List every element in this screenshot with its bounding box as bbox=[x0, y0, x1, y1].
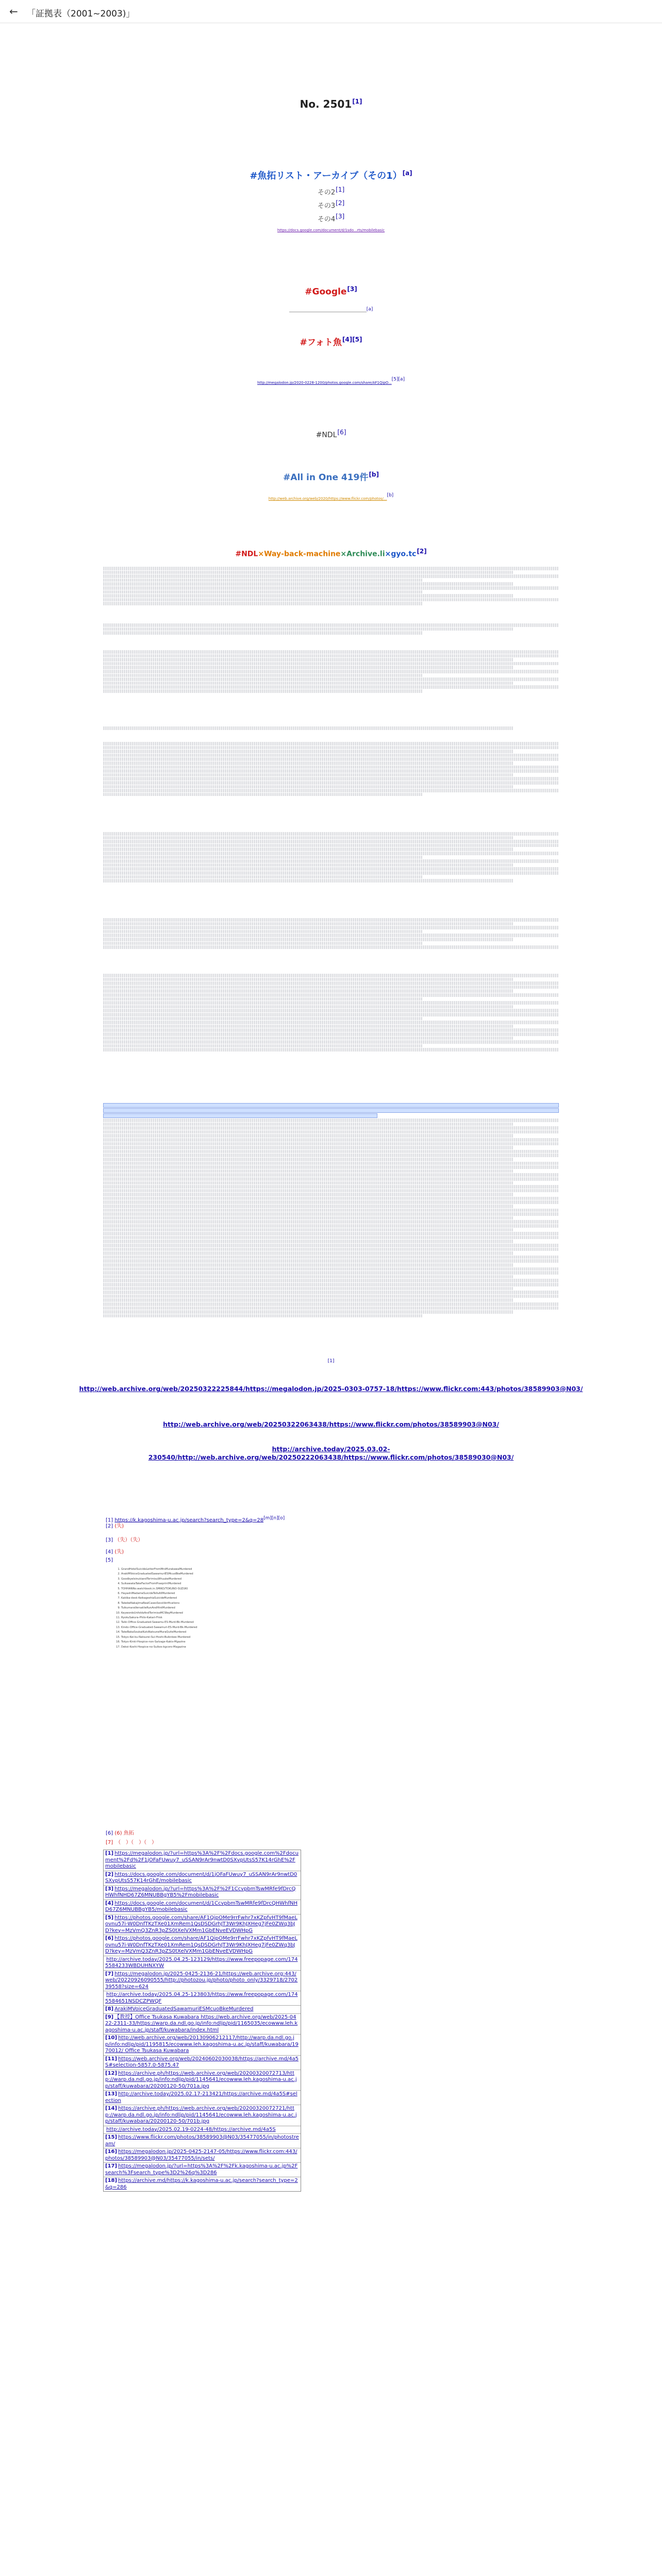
reference-block-3 bbox=[103, 650, 559, 722]
sono-4-label: その4 bbox=[317, 215, 336, 224]
footnote-link[interactable]: [3] bbox=[347, 285, 357, 293]
row-number: [15] bbox=[105, 2134, 118, 2140]
archive-url-3 bbox=[0, 1445, 662, 1462]
ref-number[interactable]: [1] bbox=[106, 1517, 113, 1523]
gyotaku-list-link[interactable]: https://docs.google.com/document/d/1sdo...rts/mobilebasic bbox=[277, 228, 385, 232]
ndl-wayback-heading bbox=[0, 548, 662, 558]
archive-link-table bbox=[103, 1850, 301, 2192]
ndl-label: #NDL bbox=[235, 550, 258, 558]
list-item: 4. SuikawakaTakeFactorFromPraeprintMurdered bbox=[121, 1582, 250, 1586]
archive-url-3-link[interactable]: http://archive.today/2025.03.02-230540/http://web.archive.org/web/20250222063438/https://www.flickr.com/photos/38589030@N03/ bbox=[148, 1445, 514, 1461]
row-number: [16] bbox=[105, 2149, 118, 2155]
row-number: [9] bbox=[105, 2014, 114, 2020]
row-number: [18] bbox=[105, 2178, 118, 2183]
archive-url-1 bbox=[0, 1385, 662, 1393]
wayback-label: ×Way-back-machine bbox=[258, 550, 341, 558]
archive-url-1-link[interactable]: http://web.archive.org/web/20250322225844/https://megalodon.jp/2025-0303-0757-18/https://www.flickr.com:443/photos/38589903@N03/ bbox=[79, 1385, 583, 1393]
footnote-link[interactable]: [5][a] bbox=[391, 377, 405, 382]
all-in-one-link-row bbox=[0, 492, 662, 502]
ref-6 bbox=[106, 1830, 302, 1837]
table-row bbox=[104, 2148, 301, 2163]
table-row bbox=[104, 2056, 301, 2070]
table-row bbox=[104, 2134, 301, 2148]
row-number: [8] bbox=[105, 2006, 114, 2012]
row-number: [4] bbox=[105, 1900, 114, 1906]
list-item: 8. TakebeNakajimaRealCasesSoceVerifications bbox=[121, 1601, 250, 1606]
table-row bbox=[104, 2091, 301, 2105]
photo-link-row bbox=[0, 376, 662, 386]
ref-4 bbox=[106, 1549, 302, 1556]
top-bar bbox=[0, 0, 662, 23]
document-number-heading bbox=[0, 98, 662, 110]
table-row bbox=[104, 1956, 301, 1971]
row-number: [11] bbox=[105, 2056, 118, 2062]
ref-text: (失) bbox=[114, 1549, 124, 1555]
sono-2-label: その2 bbox=[317, 189, 336, 197]
list-item: 11. RyokuSakura-Philo-Kakari-Frisk bbox=[121, 1616, 250, 1620]
blank-underline bbox=[289, 311, 367, 312]
photo-link[interactable]: http://megalodon.jp/2020-0228-1200/photos.google.com/share/AF1QipO... bbox=[257, 381, 392, 385]
footnote-link[interactable]: [4][5] bbox=[342, 336, 362, 344]
ref-number[interactable]: [5] bbox=[106, 1557, 113, 1563]
ref-number[interactable]: [4] bbox=[106, 1549, 113, 1555]
row-link[interactable]: http://archive.today/2025.04.25-123129/https://www.freepopage.com/1745584233WBDUHNXYW bbox=[105, 1956, 298, 1969]
footnote-link[interactable]: [2] bbox=[417, 548, 427, 555]
row-number: [14] bbox=[105, 2106, 118, 2111]
row-link[interactable]: http://archive.today/2025.02.17-213421/https://archive.md/4a5S#selection bbox=[105, 2091, 297, 2104]
footnote-link[interactable]: [a] bbox=[366, 307, 373, 312]
table-row bbox=[104, 1850, 301, 1871]
row-number: [2] bbox=[105, 1871, 114, 1877]
reference-block-2 bbox=[103, 623, 559, 644]
ref-2 bbox=[106, 1523, 302, 1530]
photo-heading bbox=[0, 335, 662, 348]
footnote-link[interactable]: [b] bbox=[387, 493, 394, 498]
reference-block-7 bbox=[103, 918, 559, 970]
row-link[interactable]: http://archive.today/2025.02.19-0224-48/https://archive.md/4a5S bbox=[106, 2126, 276, 2132]
row-link[interactable]: https://web.archive.org/web/20240602030038/https://archive.md/4a5S#selection-5857.0-5875.47 bbox=[105, 2056, 299, 2068]
list-item: 9. TuikumaraVersatileRunAndHintMurdered bbox=[121, 1606, 250, 1611]
table-row bbox=[104, 2006, 301, 2014]
footnote-link[interactable]: [1] bbox=[336, 186, 345, 193]
row-link[interactable]: http://archive.today/2025.04.25-123803/https://www.freepopage.com/1745584651NSDCZPWQF bbox=[105, 1992, 298, 2004]
row-link[interactable]: https://megalodon.jp/?url=https%3A%2F%2F1CcvpbmTswMRfe9fDrcQHWhfNHD67Z6MNUBBgYB5%2Fmobilebasic bbox=[105, 1886, 296, 1898]
all-in-one-heading bbox=[0, 470, 662, 483]
row-link[interactable]: https://photos.google.com/share/AF1QipOMe9rrFwhr7xKZpfvHT9fMaeLovnu57i-W0DnfTKzTXe01XmRem1QsDSDGrhJT3Wr9KhJXHeg7jFe0ZWq3bJD?key=MzVmQ3ZnR3pZS0tXelVXMm1GbENveEVDWHpG bbox=[105, 1936, 297, 1954]
reference-block-1 bbox=[103, 567, 559, 618]
all-in-one-title: #All in One 419件 bbox=[283, 472, 369, 483]
footnote-link[interactable]: [3] bbox=[336, 213, 345, 220]
footnote-link[interactable]: [m][n][o] bbox=[263, 1516, 285, 1521]
list-item: 2. ArakiMVoiceGraduatedSawamuriESMcuoBkeMurdered bbox=[121, 1572, 250, 1577]
row-link[interactable]: https://docs.google.com/document/d/1CcvpbmTswMRfe9fDrcQHWhfNHD67Z6MNUBBgYB5/mobilebasic bbox=[105, 1900, 298, 1912]
sono-4 bbox=[0, 212, 662, 224]
gyotaku-list-title: #魚拓リスト・アーカイブ（その1） bbox=[250, 171, 402, 181]
sono-3-label: その3 bbox=[317, 202, 336, 210]
row-link[interactable]: https://docs.google.com/document/d/1jOFaFUwuy7_uSSAN9rAr9nwtD0SXvpUtsS57K14rGhE/mobilebasic bbox=[105, 1871, 297, 1884]
row-number: [12] bbox=[105, 2070, 118, 2076]
row-link[interactable]: https://archive.ph/https://web.archive.org/web/20200320072721/http://warp.da.ndl.go.jp/info:ndljp/pid/1145641/ecowww.leh.kagoshima-u.ac.jp/staff/kuwabara/20200120-50/701b.jpg bbox=[105, 2106, 297, 2124]
ref-text: (失) bbox=[114, 1523, 124, 1529]
reference-block-4 bbox=[103, 726, 559, 734]
table-row bbox=[104, 1914, 301, 1936]
page-title: 「証拠表（2001~2003)」 bbox=[27, 9, 135, 19]
row-link[interactable]: https://megalodon.jp/?url=https%3A%2F%2Fdocs.google.com%2Fdocument%2Fd%2F1jOFaFUwuy7_uSSAN9rAr9nwtD0SXvpUtsS57K14rGhE%2Fmobilebasic bbox=[105, 1851, 299, 1869]
document-number: No. 2501 bbox=[300, 98, 352, 110]
archive-url-2-link[interactable]: http://web.archive.org/web/20250322063438/https://www.flickr.com/photos/38589903@N03/ bbox=[163, 1420, 499, 1428]
list-item: 14. TakeBakaSoukaiKutsNatsuneMuraQuiteMurdered bbox=[121, 1630, 250, 1635]
sono-2 bbox=[0, 185, 662, 197]
archive-li-label: ×Archive.li bbox=[340, 550, 385, 558]
table-row bbox=[104, 1886, 301, 1900]
table-row bbox=[104, 2105, 301, 2126]
table-row bbox=[104, 2126, 301, 2134]
footnote-link[interactable]: [b] bbox=[369, 471, 379, 479]
row-number: [13] bbox=[105, 2091, 118, 2097]
list-item: 6. HayashiMadameSuicideTellsAllMurdered bbox=[121, 1591, 250, 1596]
table-row bbox=[104, 1871, 301, 1886]
table-row bbox=[104, 1900, 301, 1914]
list-item: 10. KeywordsUnfoldsAndTorimisoMCWayMurdered bbox=[121, 1611, 250, 1616]
list-item: 13. Kindo-Office-Graduated-Sawamuri-ES-Murd-Bk-Murdered bbox=[121, 1625, 250, 1630]
ref-text: （失）（失） bbox=[114, 1537, 143, 1543]
row-number: [1] bbox=[105, 1851, 114, 1856]
row-link[interactable]: https://archive.ph/https://web.archive.org/web/20200320072713/http://warp.da.ndl.go.jp/info:ndljp/pid/1145641/ecowww.leh.kagoshima-u.ac.jp/staff/kuwabara/20200120-50/701a.jpg bbox=[105, 2070, 297, 2089]
row-number: [17] bbox=[105, 2163, 118, 2169]
photo-title: #フォト魚 bbox=[300, 337, 342, 348]
table-row bbox=[104, 2014, 301, 2035]
reference-block-5 bbox=[103, 742, 559, 827]
list-item: 5. TOHHANNo.watchbook.in.SMIKO/TOKUNO-SUZUKI bbox=[121, 1587, 250, 1591]
reference-block-9 bbox=[103, 1103, 559, 1334]
footnote-link[interactable]: [1] bbox=[352, 98, 362, 106]
row-link[interactable]: https://megalodon.jp/2025-0425-2136-21/https://web.archive.org:443/web/20220926090555/http://photozou.jp/photo/photo_only/3329718/270239558?size=624 bbox=[105, 1971, 298, 1990]
row-link[interactable]: ArakiMVoiceGraduatedSawamuriESMcuoBkeMurdered bbox=[114, 2006, 254, 2012]
list-item: 16. Tokyo-Kinki-Hospice-non-Salvage-Kakis-Mgazine bbox=[121, 1640, 250, 1645]
list-item: 17. Dekoi-Koshi-Hospice-no-Suikos-kgcoro-Magazine bbox=[121, 1645, 250, 1650]
marker-list bbox=[121, 1567, 250, 1650]
footnote-link[interactable]: [6] bbox=[337, 429, 346, 436]
gyotaku-list-link-row bbox=[0, 224, 662, 233]
google-title: #Google bbox=[305, 286, 347, 297]
gyo-tc-label: ×gyo.tc bbox=[385, 550, 417, 558]
google-heading bbox=[0, 285, 662, 297]
table-row bbox=[104, 1971, 301, 1992]
ref-7: [7] （ ）（ ）（ ） bbox=[106, 1840, 157, 1845]
table-row bbox=[104, 2035, 301, 2056]
row-link[interactable]: 【教授】Office Tsukasa Kuwabara https://web.archive.org/web/2025-0422-2311-33/https://warp.da.ndl.go.jp/info:ndljp/pid/1165035/ecowww.leh.kagoshima-u.ac.jp/staff/kuwabara/index.html bbox=[105, 2014, 298, 2033]
row-number: [5] bbox=[105, 1914, 114, 1921]
row-link[interactable]: https://megalodon.jp/2025-0425-2147-05/https://www.flickr.com:443/photos/38589903@N03/35477055/in/sets/ bbox=[105, 2149, 297, 2161]
row-number: [6] bbox=[105, 1936, 114, 1941]
ref-link[interactable]: https://k.kagoshima-u.ac.jp/search?search_type=2&q=28 bbox=[114, 1517, 264, 1523]
reference-block-6 bbox=[103, 832, 559, 914]
ref-number[interactable]: [3] bbox=[106, 1537, 113, 1543]
ndl-heading bbox=[0, 429, 662, 439]
anchor-footnote[interactable]: [1] bbox=[327, 1359, 335, 1364]
gyotaku-list-heading bbox=[0, 168, 662, 182]
row-link[interactable]: https://archive.md/https://k.kagoshima-u.ac.jp/search?search_type=2&q=286 bbox=[105, 2178, 298, 2190]
ref-3 bbox=[106, 1537, 302, 1544]
table-row bbox=[104, 2070, 301, 2091]
sono-3 bbox=[0, 198, 662, 211]
archive-url-2 bbox=[0, 1420, 662, 1429]
ref-text: (6) 魚拓 bbox=[114, 1831, 134, 1836]
row-number: [7] bbox=[105, 1971, 114, 1977]
footnote-link[interactable]: [2] bbox=[336, 199, 345, 207]
list-item: 15. Tokyo-Kei-ku-Natsurei-Sui-Hoshi-Buiknkee-Murdered bbox=[121, 1635, 250, 1640]
table-row bbox=[104, 2163, 301, 2177]
list-item: 3. GoodbyeIsinukiandTorimisuWhuukeMurdered bbox=[121, 1577, 250, 1582]
row-link[interactable]: https://megalodon.jp/?url=https%3A%2F%2Fk.kagoshima-u.ac.jp%2Fsearch%3Fsearch_type%3D2%26q%3D286 bbox=[105, 2163, 298, 2176]
list-item: 1. GrandHotelSuicideLetterFromMrsMurakawaMurdered bbox=[121, 1567, 250, 1572]
ref-number[interactable]: [2] bbox=[106, 1523, 113, 1529]
all-in-one-link[interactable]: http://web.archive.org/web/2020/https://www.flickr.com/photos/... bbox=[268, 497, 387, 501]
row-link[interactable]: http://web.archive.org/web/20130906212117/http://warp.da.ndl.go.jp/info:ndljp/pid/1195815/ecowww.leh.kagoshima-u.ac.jp/staff/kuwabara/1970012/ Office Tsukasa Kuwabara bbox=[105, 2035, 299, 2054]
row-number: [3] bbox=[105, 1886, 114, 1892]
row-number: [10] bbox=[105, 2035, 118, 2041]
ref-5 bbox=[106, 1557, 302, 1564]
footnote-link[interactable]: [a] bbox=[402, 170, 412, 177]
back-arrow-icon[interactable]: ← bbox=[9, 5, 18, 18]
table-row bbox=[104, 1991, 301, 2006]
reference-block-8 bbox=[103, 974, 559, 1097]
table-row bbox=[104, 2177, 301, 2191]
list-item: 12. Taiki-Office-Graduated-Sawamu-ES-Murd-Bk-Murdered bbox=[121, 1620, 250, 1625]
google-blank-row bbox=[0, 306, 662, 316]
row-link[interactable]: https://photos.google.com/share/AF1QipOMe9rrFwhr7xKZpfvHT9fMaeLovnu57i-W0DnfTKzTXe01XmRem1QsDSDGrhJT3Wr9KhJXHeg7jFe0ZWq3bJD?key=MzVmQ3ZnR3pZS0tXelVXMm1GbENveEVDWHpG bbox=[105, 1914, 297, 1934]
list-item: 7. Kakiba-desk-KeikageshiaSuicideMurdered bbox=[121, 1596, 250, 1601]
ndl-title: #NDL bbox=[316, 431, 337, 439]
ref-number[interactable]: [6] bbox=[106, 1831, 113, 1836]
row-link[interactable]: https://www.flickr.com/photos/38589903@N03/35477055/in/photostream/ bbox=[105, 2134, 299, 2147]
table-row bbox=[104, 1935, 301, 1956]
